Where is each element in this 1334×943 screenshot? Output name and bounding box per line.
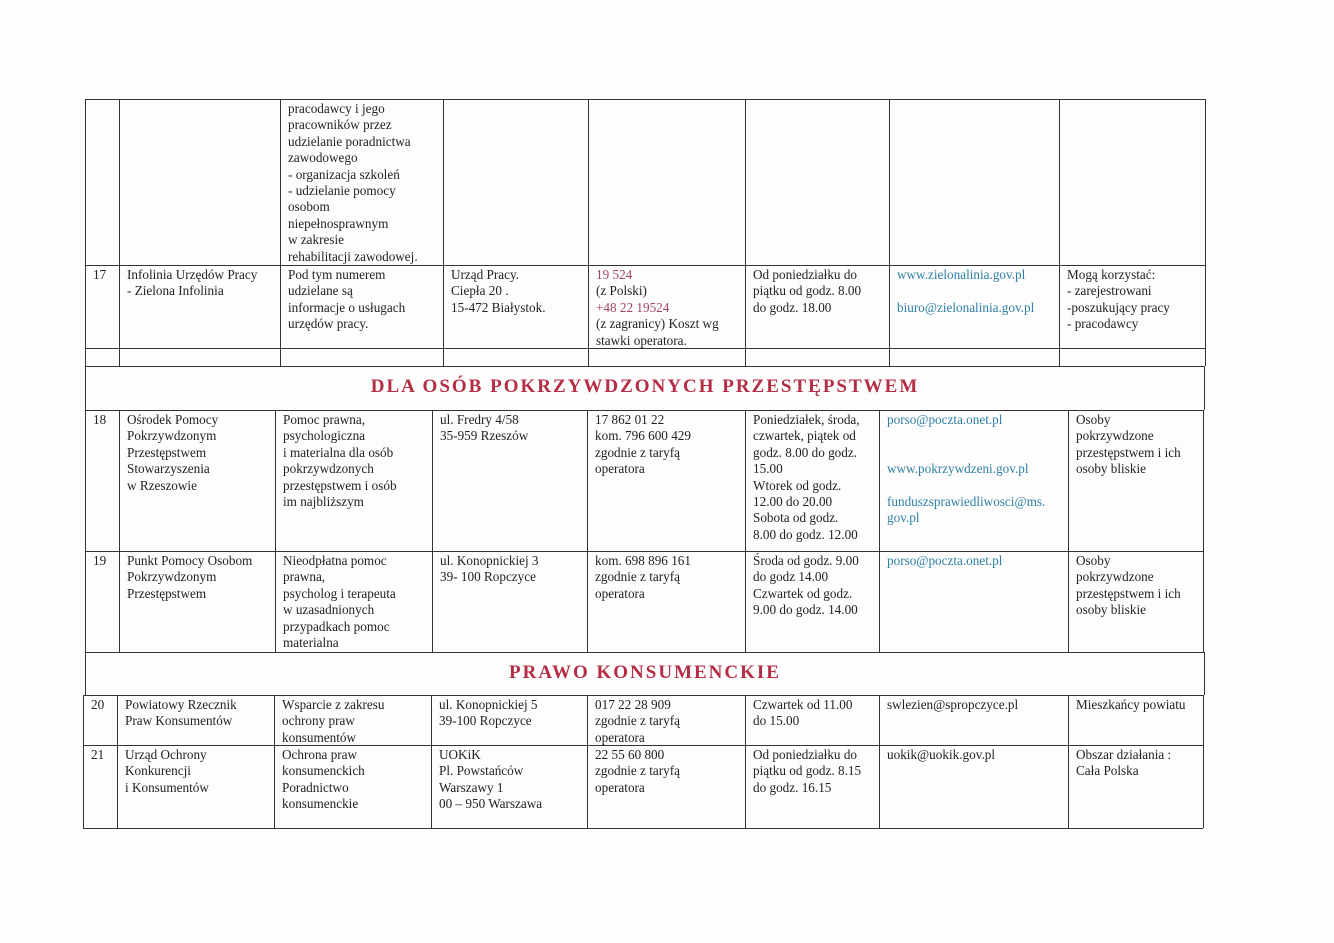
column-border xyxy=(1205,99,1206,265)
column-border xyxy=(117,695,118,745)
column-border xyxy=(1068,551,1069,652)
column-border xyxy=(1205,348,1206,366)
column-border xyxy=(119,348,120,366)
cell-contact xyxy=(595,412,741,478)
contact-link[interactable]: porso@poczta.onet.pl xyxy=(887,412,1003,427)
column-border xyxy=(889,265,890,348)
column-border xyxy=(745,695,746,745)
column-border xyxy=(1203,551,1204,652)
column-border xyxy=(889,99,890,265)
cell-target: Mieszkańcy powiatu xyxy=(1076,697,1186,712)
cell-online xyxy=(897,267,1055,316)
column-border xyxy=(879,745,880,828)
cell-contact xyxy=(595,697,741,746)
column-border xyxy=(745,348,746,366)
cell-hours: Środa od godz. 9.00 do godz 14.00 Czwartek od godz. 9.00 do godz. 14.00 xyxy=(753,553,859,618)
column-border xyxy=(587,695,588,745)
row-border xyxy=(83,828,1203,829)
column-border xyxy=(431,745,432,828)
cell-contact xyxy=(595,747,741,796)
cell-services: Pod tym numerem udzielane są informacje o usługach urzędów pracy. xyxy=(288,267,406,332)
column-border xyxy=(1205,265,1206,348)
column-border xyxy=(745,551,746,652)
column-border xyxy=(280,99,281,265)
contact-line: (z Polski) xyxy=(596,283,647,299)
row-border xyxy=(83,695,1203,696)
cell-target: Obszar działania : Cała Polska xyxy=(1076,747,1172,779)
contact-link[interactable]: uokik@uokik.gov.pl xyxy=(887,747,995,762)
column-border xyxy=(274,745,275,828)
column-border xyxy=(745,745,746,828)
column-border xyxy=(119,99,120,265)
row-border xyxy=(85,348,1205,349)
column-border xyxy=(745,265,746,348)
cell-target: Mogą korzystać: - zarejestrowani -poszukujący pracy - pracodawcy xyxy=(1067,267,1170,332)
cell-target: Osoby pokrzywdzone przestępstwem i ich osoby bliskie xyxy=(1076,553,1181,618)
cell-name: Urząd Ochrony Konkurencji i Konsumentów xyxy=(125,747,209,795)
contact-line: (z zagranicy) Koszt wg stawki operatora. xyxy=(596,316,719,348)
cell-address: UOKiK Pl. Powstańców Warszawy 1 00 – 950 Warszawa xyxy=(439,747,543,812)
column-border xyxy=(879,695,880,745)
column-border xyxy=(587,745,588,828)
contact-line: 17 862 01 22 kom. 796 600 429 zgodnie z taryfą operatora xyxy=(595,412,691,477)
column-border xyxy=(83,745,84,828)
row-border xyxy=(85,410,1203,411)
column-border xyxy=(275,551,276,652)
column-border xyxy=(879,551,880,652)
column-border xyxy=(432,551,433,652)
column-border xyxy=(85,265,86,348)
cell-online xyxy=(887,697,1064,713)
contact-line: kom. 698 896 161 zgodnie z taryfą operatora xyxy=(595,553,691,601)
cell-hours: Od poniedziałku do piątku od godz. 8.00 do godz. 18.00 xyxy=(753,267,862,315)
cell-address: ul. Konopnickiej 3 39- 100 Ropczyce xyxy=(440,553,539,585)
column-border xyxy=(1203,695,1204,745)
contact-line: +48 22 19524 xyxy=(596,299,670,315)
cell-no: 18 xyxy=(93,412,107,427)
cell-no: 19 xyxy=(93,553,107,568)
contact-link[interactable]: porso@poczta.onet.pl xyxy=(887,553,1003,568)
column-border xyxy=(588,99,589,265)
column-border xyxy=(85,551,86,652)
column-border xyxy=(1203,410,1204,551)
column-border xyxy=(588,265,589,348)
column-border xyxy=(745,410,746,551)
column-border xyxy=(587,410,588,551)
cell-hours: Czwartek od 11.00 do 15.00 xyxy=(753,697,853,729)
cell-no: 21 xyxy=(91,747,105,762)
column-border xyxy=(274,695,275,745)
contact-link[interactable]: www.zielonalinia.gov.pl xyxy=(897,267,1026,282)
section-border xyxy=(85,366,1205,367)
column-border xyxy=(117,745,118,828)
column-border xyxy=(85,348,86,366)
cell-name: Ośrodek Pomocy Pokrzywdzonym Przestępstwem Stowarzyszenia w Rzeszowie xyxy=(127,412,219,493)
column-border xyxy=(587,551,588,652)
column-border xyxy=(443,348,444,366)
cell-online xyxy=(887,553,1064,569)
column-border xyxy=(879,410,880,551)
cell-address: ul. Konopnickiej 5 39-100 Ropczyce xyxy=(439,697,538,729)
column-border xyxy=(280,348,281,366)
cell-hours: Poniedziałek, środa, czwartek, piątek od godz. 8.00 do godz. 15.00 Wtorek od godz. 12.00 do 20.00 Sobota od godz. 8.00 do godz. 12.00 xyxy=(753,412,860,542)
cell-target: Osoby pokrzywdzone przestępstwem i ich osoby bliskie xyxy=(1076,412,1181,477)
contact-line: 19 524 xyxy=(596,267,633,282)
cell-name: Powiatowy Rzecznik Praw Konsumentów xyxy=(125,697,237,729)
cell-services: Wsparcie z zakresu ochrony praw konsumentów xyxy=(282,697,385,745)
contact-line: 017 22 28 909 zgodnie z taryfą operatora xyxy=(595,697,680,745)
column-border xyxy=(431,695,432,745)
cell-services: Nieodpłatna pomoc prawna, psycholog i terapeuta w uzasadnionych przypadkach pomoc materialna xyxy=(283,553,396,651)
column-border xyxy=(432,410,433,551)
column-border xyxy=(745,99,746,265)
contact-link[interactable]: www.pokrzywdzeni.gov.pl xyxy=(887,461,1029,477)
row-border xyxy=(85,265,1205,266)
column-border xyxy=(889,348,890,366)
section-title: PRAWO KONSUMENCKIE xyxy=(509,661,781,683)
cell-online xyxy=(887,412,1064,527)
contact-link[interactable]: biuro@zielonalinia.gov.pl xyxy=(897,299,1035,315)
section-title: DLA OSÓB POKRZYWDZONYCH PRZESTĘPSTWEM xyxy=(370,376,920,397)
column-border xyxy=(1068,410,1069,551)
row-border xyxy=(85,99,1205,100)
row-border xyxy=(85,551,1203,552)
column-border xyxy=(275,410,276,551)
contact-line: 22 55 60 800 zgodnie z taryfą operatora xyxy=(595,747,680,795)
column-border xyxy=(85,99,86,265)
cell-services: Pomoc prawna, psychologiczna i materialna dla osób pokrzywdzonych przestępstwem i osób im najbliższym xyxy=(283,412,397,510)
column-border xyxy=(1203,745,1204,828)
cell-contact xyxy=(595,553,741,602)
column-border xyxy=(1068,695,1069,745)
column-border xyxy=(443,99,444,265)
contact-link[interactable]: funduszsprawiedliwosci@ms. gov.pl xyxy=(887,494,1046,526)
cell-services: Ochrona praw konsumenckich Poradnictwo konsumenckie xyxy=(282,747,365,812)
section-border xyxy=(85,652,1205,653)
cell-name: Punkt Pomocy Osobom Pokrzywdzonym Przestępstwem xyxy=(127,553,253,601)
column-border xyxy=(280,265,281,348)
column-border xyxy=(1068,745,1069,828)
cell-no: 17 xyxy=(93,267,107,282)
cell-no: 20 xyxy=(91,697,105,712)
column-border xyxy=(119,410,120,551)
column-border xyxy=(119,265,120,348)
column-border xyxy=(83,695,84,745)
cell-services: pracodawcy i jego pracowników przez udzielanie poradnictwa zawodowego - organizacja szkoleń - udzielanie pomocy osobom niepełnosprawnym w zakresie rehabilitacji zawodowej. xyxy=(288,101,418,264)
column-border xyxy=(1059,265,1060,348)
cell-name: Infolinia Urzędów Pracy - Zielona Infolinia xyxy=(127,267,258,299)
cell-contact xyxy=(596,267,741,349)
column-border xyxy=(588,348,589,366)
cell-address: Urząd Pracy. Ciepła 20 . 15-472 Białystok. xyxy=(451,267,546,315)
column-border xyxy=(119,551,120,652)
column-border xyxy=(1059,348,1060,366)
contact-link[interactable]: swlezien@spropczyce.pl xyxy=(887,697,1019,712)
row-border xyxy=(83,745,1203,746)
column-border xyxy=(443,265,444,348)
column-border xyxy=(1059,99,1060,265)
cell-hours: Od poniedziałku do piątku od godz. 8.15 do godz. 16.15 xyxy=(753,747,862,795)
column-border xyxy=(85,410,86,551)
cell-online xyxy=(887,747,1064,763)
cell-address: ul. Fredry 4/58 35-959 Rzeszów xyxy=(440,412,529,444)
